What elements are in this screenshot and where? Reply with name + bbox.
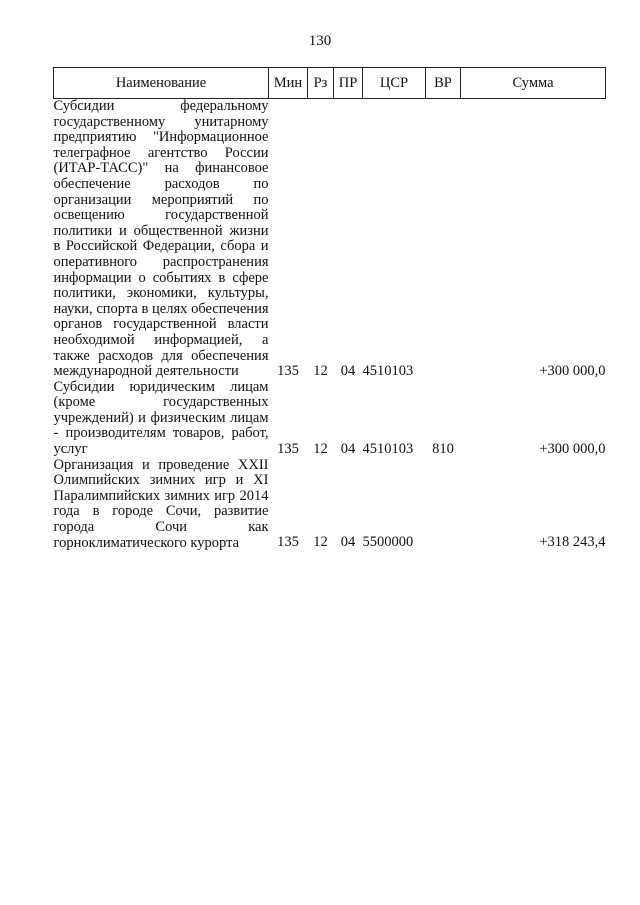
row-name: Субсидии федеральному государственному унитарному предприятию "Информационное телеграфное агентство России (ИТАР-ТАСС)" на финансовое обеспечение расходов по организации мероприятий по освещению государственной политики и общественной жизни в Российской Федерации, сбора и оперативного распространения информации о событиях в сфере политики, экономики, культуры, науки, спорта в целях обеспечения органов государственной власти необходимой информацией, а также расходов для обеспечения международной деятельности	[53, 98, 269, 380]
row-min: 135	[277, 440, 299, 457]
header-sum: Сумма	[461, 68, 606, 99]
header-csr: ЦСР	[363, 68, 426, 99]
row-csr: 4510103	[362, 362, 414, 379]
row-name: Субсидии юридическим лицам (кроме государственных учреждений) и физическим лицам - производителям товаров, работ, услуг	[53, 378, 269, 458]
row-csr: 5500000	[362, 534, 414, 551]
header-vr: ВР	[426, 68, 461, 99]
row-rz: 12	[313, 440, 328, 457]
budget-table	[53, 67, 606, 551]
header-name: Наименование	[54, 68, 269, 99]
row-sum: +300 000,0	[539, 440, 606, 457]
row-vr	[426, 458, 461, 552]
table-row	[54, 458, 606, 552]
row-min: 135	[277, 362, 299, 379]
row-pr: 04	[340, 362, 356, 379]
page-number: 130	[308, 33, 332, 49]
row-rz: 12	[313, 362, 328, 379]
table-row	[54, 99, 606, 380]
row-vr: 810	[432, 440, 454, 457]
row-csr: 4510103	[362, 440, 414, 457]
row-name: Организация и проведение XXII Олимпийских зимних игр и XI Паралимпийских зимних игр 2014 года в городе Сочи, развитие города Сочи как горноклиматического курорта	[53, 456, 269, 551]
header-pr: ПР	[334, 68, 363, 99]
row-sum: +300 000,0	[539, 362, 606, 379]
row-sum: +318 243,4	[539, 534, 606, 551]
row-vr	[426, 99, 461, 380]
table-row	[54, 380, 606, 458]
row-pr: 04	[340, 440, 356, 457]
table-header-row	[54, 68, 606, 99]
header-rz: Рз	[308, 68, 334, 99]
row-pr: 04	[340, 534, 356, 551]
row-min: 135	[277, 534, 299, 551]
header-min: Мин	[269, 68, 308, 99]
row-rz: 12	[313, 534, 328, 551]
